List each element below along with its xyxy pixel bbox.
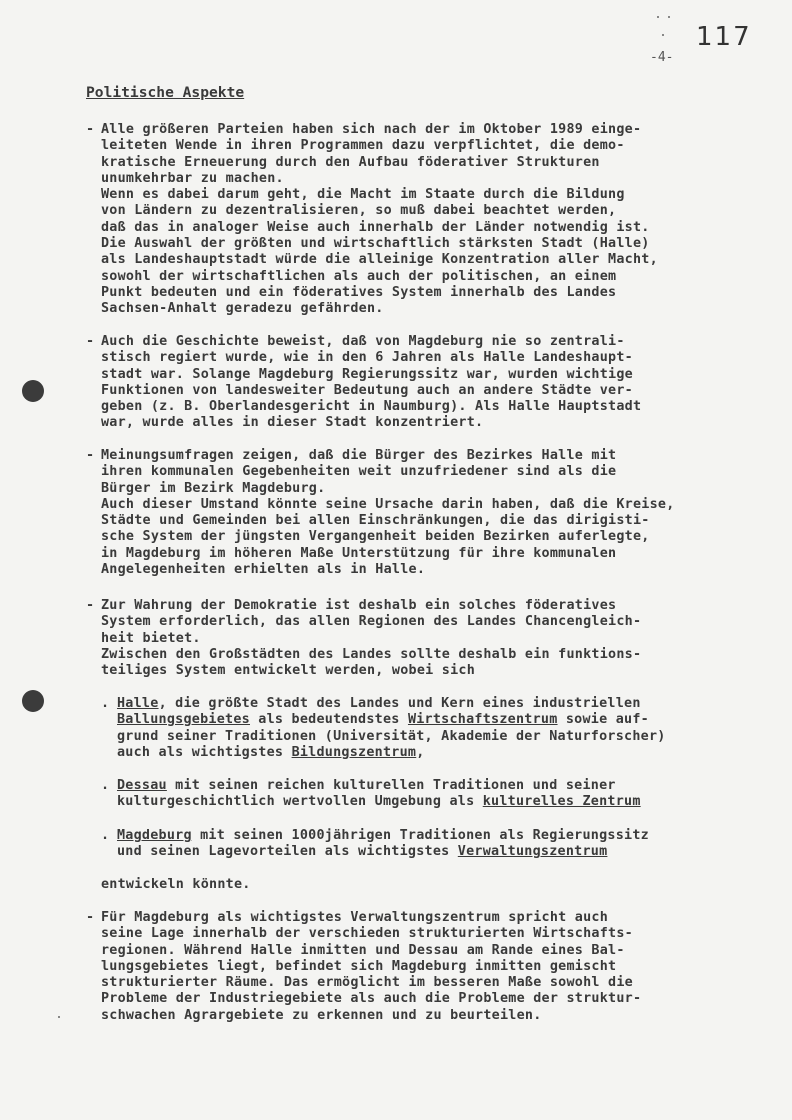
text-line: Städte und Gemeinden bei allen Einschränkungen, die das dirigisti- — [101, 513, 650, 529]
punch-hole — [22, 690, 44, 712]
paragraph-1 — [101, 122, 791, 318]
text-segment: , — [416, 744, 425, 760]
sub-bullet-dot: . — [101, 778, 110, 793]
scan-speck — [657, 16, 659, 18]
text-line — [117, 729, 787, 745]
text-line: System erforderlich, das allen Regionen des Landes Chancengleich- — [101, 614, 642, 630]
underlined-term: Verwaltungszentrum — [457, 844, 608, 860]
text-line: Punkt bedeuten und ein föderatives System innerhalb des Landes — [101, 284, 617, 300]
text-line — [117, 828, 787, 844]
text-segment: kulturgeschichtlich wertvollen Umgebung als — [117, 794, 483, 810]
text-line: war, wurde alles in dieser Stadt konzentriert. — [101, 415, 484, 431]
underlined-term: Magdeburg — [117, 828, 192, 843]
text-line: Wenn es dabei darum geht, die Macht im Staate durch die Bildung — [101, 187, 625, 203]
bullet-dash: - — [86, 334, 95, 349]
sub-bullet-dot: . — [101, 828, 110, 843]
bullet-dash: - — [86, 598, 95, 613]
scan-speck — [668, 16, 670, 18]
text-line: heit bietet. — [101, 630, 201, 646]
handwritten-page-number: 117 — [696, 22, 752, 52]
text-line: Alle größeren Parteien haben sich nach der im Oktober 1989 einge- — [101, 122, 642, 137]
text-line: stadt war. Solange Magdeburg Regierungssitz war, wurden wichtige — [101, 366, 633, 382]
text-segment: , die größte Stadt des Landes und Kern eines industriellen — [158, 696, 641, 711]
underlined-term: Wirtschaftszentrum — [407, 712, 558, 728]
text-line: Zwischen den Großstädten des Landes sollte deshalb ein funktions- — [101, 646, 642, 662]
text-line — [117, 844, 787, 860]
text-line: Angelegenheiten erhielten als in Halle. — [101, 562, 426, 578]
text-line: sche System der jüngsten Vergangenheit beiden Bezirken auferlegte, — [101, 529, 650, 545]
text-line: schwachen Agrargebiete zu erkennen und zu beurteilen. — [101, 1007, 542, 1023]
sub-item-halle — [117, 696, 787, 761]
punch-hole — [22, 380, 44, 402]
text-segment: mit seinen reichen kulturellen Traditionen und seiner — [166, 778, 616, 793]
text-segment: grund seiner Traditionen (Universität, Akademie der Naturforscher) — [117, 728, 666, 744]
text-line: Die Auswahl der größten und wirtschaftlich stärksten Stadt (Halle) — [101, 236, 650, 252]
text-line: sowohl der wirtschaftlichen als auch der politischen, an einem — [101, 268, 617, 284]
text-line: daß das in analoger Weise auch innerhalb der Länder notwendig ist. — [101, 219, 650, 235]
text-line: teiliges System entwickelt werden, wobei sich — [101, 663, 476, 679]
text-line: Zur Wahrung der Demokratie ist deshalb ein solches föderatives — [101, 598, 617, 613]
underlined-term: Halle — [117, 696, 159, 711]
text-line: regionen. Während Halle inmitten und Dessau am Rande eines Bal- — [101, 942, 625, 958]
text-line: ihren kommunalen Gegebenheiten weit unzufriedener sind als die — [101, 464, 617, 480]
text-line: seine Lage innerhalb der verschieden strukturierten Wirtschafts- — [101, 926, 633, 942]
text-line: als Landeshauptstadt würde die alleinige Konzentration aller Macht, — [101, 252, 658, 268]
text-line: Funktionen von landesweiter Bedeutung auch an andere Städte ver- — [101, 382, 633, 398]
text-line: kratische Erneuerung durch den Aufbau föderativer Strukturen — [101, 154, 600, 170]
scan-speck — [58, 1016, 60, 1018]
text-line: lungsgebietes liegt, befindet sich Magdeburg inmitten gemischt — [101, 958, 617, 974]
closing-line: entwickeln könnte. — [101, 877, 251, 892]
paragraph-final — [101, 910, 791, 1024]
text-segment: und seinen Lagevorteilen als wichtigstes — [117, 844, 458, 860]
text-line — [117, 745, 787, 761]
text-line: geben (z. B. Oberlandesgericht in Naumburg). Als Halle Hauptstadt — [101, 399, 642, 415]
scan-speck — [662, 34, 664, 36]
sub-item-magdeburg — [117, 828, 787, 861]
paragraph-4 — [101, 598, 791, 679]
text-line: unumkehrbar zu machen. — [101, 170, 284, 186]
text-line: Bürger im Bezirk Magdeburg. — [101, 480, 326, 496]
underlined-term: Ballungsgebietes — [117, 712, 250, 728]
bullet-dash: - — [86, 448, 95, 463]
text-segment: sowie auf- — [557, 712, 649, 728]
text-line: Probleme der Industriegebiete als auch die Probleme der struktur- — [101, 991, 642, 1007]
text-line: Sachsen-Anhalt geradezu gefährden. — [101, 301, 384, 317]
text-line: leiteten Wende in ihren Programmen dazu verpflichtet, die demo- — [101, 138, 625, 154]
text-line: Auch die Geschichte beweist, daß von Magdeburg nie so zentrali- — [101, 334, 625, 349]
text-segment: auch als wichtigstes — [117, 744, 292, 760]
text-line — [117, 696, 787, 712]
underlined-term: Dessau — [117, 778, 167, 793]
text-line: von Ländern zu dezentralisieren, so muß dabei beachtet werden, — [101, 203, 617, 219]
text-line: Meinungsumfragen zeigen, daß die Bürger des Bezirkes Halle mit — [101, 448, 617, 463]
underlined-term: kulturelles Zentrum — [482, 794, 641, 810]
paragraph-3 — [101, 448, 791, 578]
text-line: Auch dieser Umstand könnte seine Ursache darin haben, daß die Kreise, — [101, 496, 675, 512]
text-segment: mit seinen 1000jährigen Traditionen als Regierungssitz — [191, 828, 649, 843]
bullet-dash: - — [86, 910, 95, 925]
text-line: in Magdeburg im höheren Maße Unterstützung für ihre kommunalen — [101, 545, 617, 561]
text-line: stisch regiert wurde, wie in den 6 Jahren als Halle Landeshaupt- — [101, 350, 633, 366]
section-heading: Politische Aspekte — [86, 84, 245, 101]
text-line: Für Magdeburg als wichtigstes Verwaltungszentrum spricht auch — [101, 910, 609, 925]
paragraph-2 — [101, 334, 791, 432]
text-line — [117, 794, 787, 810]
text-line: strukturierter Räume. Das ermöglicht im besseren Maße sowohl die — [101, 975, 633, 991]
sub-bullet-dot: . — [101, 696, 110, 711]
text-line — [117, 712, 787, 728]
typed-page-marker: -4- — [650, 50, 674, 65]
bullet-dash: - — [86, 122, 95, 137]
text-segment: als bedeutendstes — [250, 712, 408, 728]
text-line — [117, 778, 787, 794]
underlined-term: Bildungszentrum — [291, 744, 417, 760]
sub-item-dessau — [117, 778, 787, 811]
